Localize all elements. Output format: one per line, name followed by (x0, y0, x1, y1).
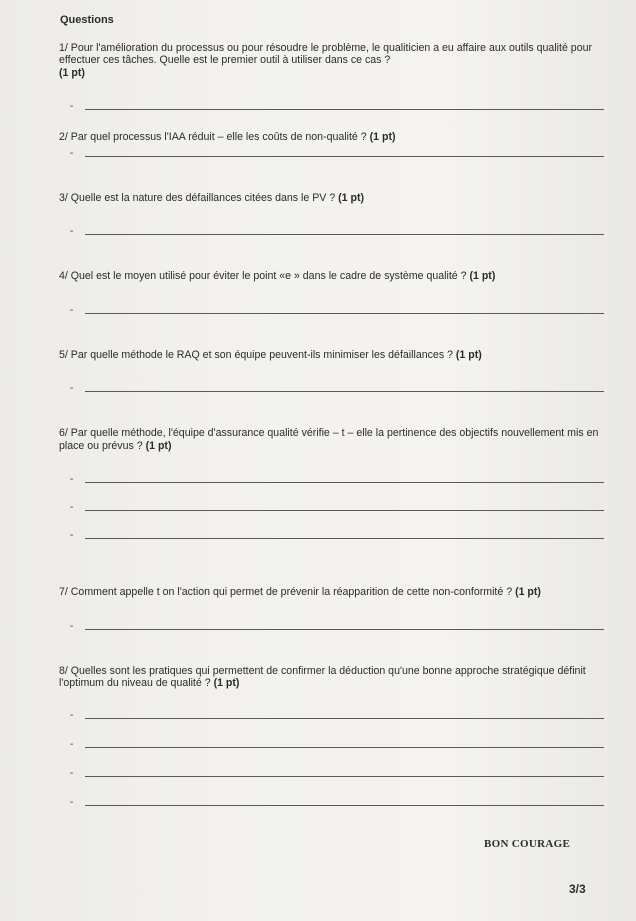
answer-rule (85, 234, 604, 235)
question-text: 1/ Pour l'amélioration du processus ou pour résoudre le problème, le qualiticien a eu affaire aux outils qualité pour effectuer ces tâches. Quelle est le premier outil à utiliser dans ce cas ? (1 pt) (59, 41, 593, 79)
question-points: (1 pt) (145, 439, 172, 452)
question-text: 4/ Quel est le moyen utilisé pour éviter le point «e » dans le cadre de système qualité ? (1 pt) (59, 270, 496, 282)
answer-marker: - (70, 620, 74, 632)
page-number: 3/3 (569, 882, 586, 896)
answer-rule (85, 776, 604, 777)
answer-line[interactable] (59, 751, 604, 780)
question-4 (59, 270, 604, 317)
answer-area (59, 464, 604, 542)
answer-area (59, 611, 604, 633)
question-text: 3/ Quelle est la nature des défaillances citées dans le PV ? (1 pt) (59, 191, 365, 204)
question-text: 7/ Comment appelle t on l'action qui permet de prévenir la réapparition de cette non-conformité ? (1 pt) (59, 586, 541, 598)
question-text: 2/ Par quel processus l'IAA réduit – elle les coûts de non-qualité ? (1 pt) (59, 131, 396, 143)
question-7 (59, 586, 604, 633)
answer-line[interactable] (59, 514, 604, 542)
answer-rule (85, 109, 604, 110)
answer-rule (85, 391, 604, 392)
answer-line[interactable] (59, 144, 604, 160)
answer-marker: - (70, 767, 74, 779)
answer-marker: - (70, 383, 74, 394)
answer-line[interactable] (59, 464, 604, 486)
question-3 (59, 192, 604, 239)
question-text: 8/ Quelles sont les pratiques qui permettent de confirmer la déduction qu'une bonne approche stratégique définit l'optimum du niveau de qualité ? (1 pt) (59, 664, 586, 689)
answer-rule (85, 538, 604, 539)
question-6 (59, 427, 604, 542)
answer-rule (85, 805, 604, 806)
section-heading: Questions (60, 14, 114, 26)
answer-line[interactable] (59, 486, 604, 514)
questions-section (59, 14, 604, 809)
answer-area (59, 373, 604, 395)
answer-rule (85, 482, 604, 483)
answer-rule (85, 313, 604, 314)
closing-message: BON COURAGE (484, 838, 571, 850)
question-points: (1 pt) (455, 348, 482, 361)
answer-marker: - (70, 530, 74, 541)
question-5 (59, 349, 604, 396)
answer-line[interactable] (59, 373, 604, 395)
question-points: (1 pt) (369, 131, 396, 143)
question-points: (1 pt) (213, 677, 240, 689)
answer-line[interactable] (59, 780, 604, 809)
answer-rule (85, 156, 604, 157)
question-text: 5/ Par quelle méthode le RAQ et son équipe peuvent-ils minimiser les défaillances ? (1 pt) (59, 348, 482, 361)
question-points: (1 pt) (59, 66, 85, 79)
answer-area (59, 295, 604, 317)
question-points: (1 pt) (338, 191, 365, 204)
question-text: 6/ Par quelle méthode, l'équipe d'assurance qualité vérifie – t – elle la pertinence des objectifs nouvellement mis en place ou prévus ? (1 pt) (59, 427, 599, 452)
answer-area (59, 144, 604, 160)
answer-marker: - (70, 709, 74, 721)
answer-rule (85, 629, 604, 630)
answer-area (59, 91, 604, 113)
answer-marker: - (70, 226, 74, 237)
answer-marker: - (70, 738, 74, 750)
answer-marker: - (70, 304, 74, 316)
answer-line[interactable] (59, 295, 604, 317)
answer-marker: - (70, 796, 74, 808)
answer-marker: - (70, 502, 74, 513)
answer-line[interactable] (59, 611, 604, 633)
answer-rule (85, 747, 604, 748)
answer-line[interactable] (59, 696, 604, 722)
answer-line[interactable] (59, 91, 604, 113)
answer-area (59, 696, 604, 809)
question-points: (1 pt) (515, 586, 541, 598)
answer-line[interactable] (59, 216, 604, 238)
answer-rule (85, 718, 604, 719)
answer-marker: - (70, 474, 74, 485)
answer-marker: - (70, 101, 74, 112)
answer-area (59, 216, 604, 238)
answer-marker: - (70, 147, 74, 159)
question-2 (59, 131, 604, 160)
question-points: (1 pt) (469, 270, 496, 282)
answer-rule (85, 510, 604, 511)
answer-line[interactable] (59, 722, 604, 751)
question-8 (59, 665, 604, 809)
question-1 (59, 42, 604, 114)
